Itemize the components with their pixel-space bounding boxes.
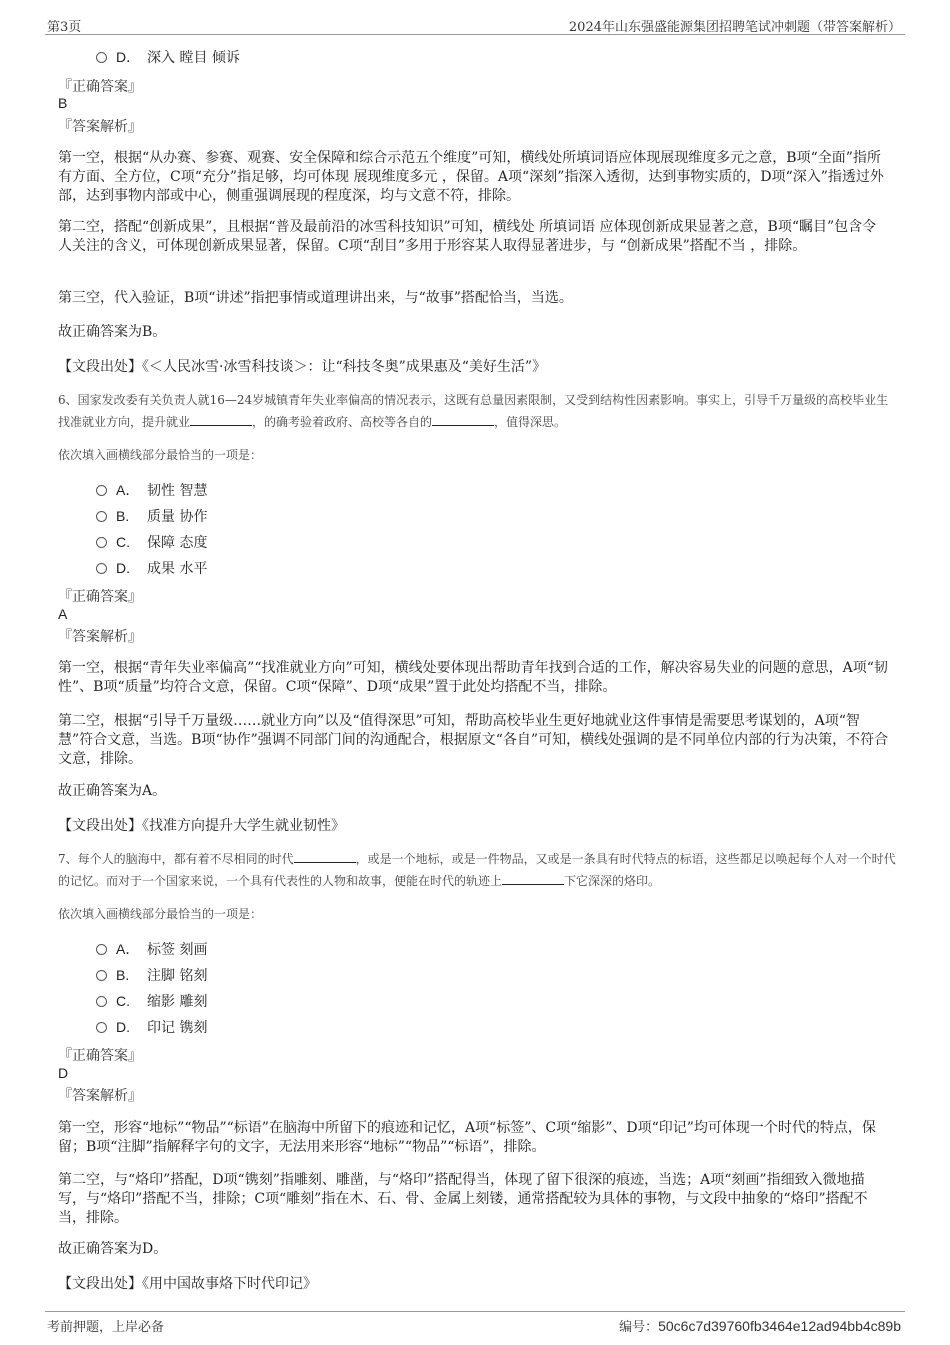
q7-option-a[interactable]: A． 标签 刻画 bbox=[96, 939, 207, 959]
q7-option-b[interactable]: B. 注脚 铭刻 bbox=[96, 965, 207, 985]
q5-conclusion: 故正确答案为B。 bbox=[58, 324, 167, 340]
blank-line bbox=[294, 850, 356, 863]
source-title: 《＜人民冰雪·冰雪科技谈＞：让“科技冬奥”成果惠及“美好生活”》 bbox=[142, 359, 547, 375]
q7-answer: D bbox=[58, 1065, 69, 1081]
q7-instruction: 依次填入画横线部分最恰当的一项是： bbox=[58, 907, 263, 921]
q5-source bbox=[58, 356, 546, 376]
q5-answer: B bbox=[58, 95, 68, 111]
page-header bbox=[45, 14, 905, 35]
q7-analysis-para2: 第二空，与“烙印”搭配，D项“镌刻”指雕刻、雕凿，与“烙印”搭配得当，体现了留下很深的痕迹，当选；A项“刻画”指细致入微地描写，与“烙印”搭配不当，排除；C项“雕刻”指在木、石、骨、金属上刻镂，通常搭配较为具体的事物，与文段中抽象的“烙印”搭配不当，排除。 bbox=[58, 1172, 868, 1226]
q7-analysis-para1: 第一空，形容“地标”“物品”“标语”在脑海中所留下的痕迹和记忆，A项“标签”、C项“缩影”、D项“印记”均可体现一个时代的特点，保留；B项“注脚”指解释字句的文字，无法用来形容“地标”“物品”“标语”，排除。 bbox=[58, 1120, 876, 1155]
radio-icon[interactable] bbox=[96, 1022, 107, 1033]
q6-option-b[interactable]: B. 质量 协作 bbox=[96, 506, 207, 526]
radio-icon[interactable] bbox=[96, 52, 107, 63]
radio-icon[interactable] bbox=[96, 511, 107, 522]
q6-option-a[interactable]: A． 韧性 智慧 bbox=[96, 480, 207, 500]
q6-analysis-para2: 第二空，根据“引导千万量级……就业方向”以及“值得深思”可知，帮助高校毕业生更好地就业这件事情是需要思考谋划的，A项“智慧”符合文意，当选。B项“协作”强调不同部门间的沟通配合，根据原文“各自”可知，横线处强调的是不同单位内部的行为决策，不符合文意，排除。 bbox=[58, 713, 889, 767]
radio-icon[interactable] bbox=[96, 563, 107, 574]
q7-analysis-label: 『答案解析』 bbox=[58, 1088, 142, 1104]
radio-icon[interactable] bbox=[96, 537, 107, 548]
q6-analysis-para1: 第一空，根据“青年失业率偏高”“找准就业方向”可知，横线处要体现出帮助青年找到合适的工作，解决容易失业的问题的意思，A项“韧性”、B项“质量”均符合文意，保留。C项“保障”、D项“成果”置于此处均搭配不当，排除。 bbox=[58, 660, 888, 695]
source-title: 《用中国故事烙下时代印记》 bbox=[142, 1276, 317, 1292]
q6-source bbox=[58, 815, 345, 835]
q5-analysis-para3: 第三空，代入验证，B项“讲述”指把事情或道理讲出来，与“故事”搭配恰当，当选。 bbox=[58, 290, 573, 306]
q6-stem: 6、国家发改委有关负责人就16—24岁城镇青年失业率偏高的情况表示，这既有总量因素限制，又受到结构性因素影响。事实上，引导千万量级的高校毕业生找准就业方向，提升就业 ，的确考验着政府、高校等各自的 ，值得深思。 bbox=[58, 393, 889, 429]
q5-analysis-para1: 第一空，根据“从办赛、参赛、观赛、安全保障和综合示范五个维度”可知，横线处所填词语应体现展现维度多元之意，B项“全面”指所有方面、全方位，C项“充分”指足够，均可体现 展现维度多元 ，保留。A项“深刻”指深入透彻，达到事物实质的，D项“深入”指透过外部，达到事物内部或中心，侧重强调展现的程度深，均与文意不符，排除。 bbox=[58, 150, 884, 204]
document-code: 编号：50c6c7d39760fb3464e12ad94bb4c89b bbox=[619, 1318, 901, 1335]
source-label: 【文段出处】 bbox=[58, 1276, 142, 1292]
page-footer bbox=[45, 1311, 905, 1334]
source-title: 《找准方向提升大学生就业韧性》 bbox=[142, 818, 345, 834]
q7-conclusion: 故正确答案为D。 bbox=[58, 1241, 168, 1257]
source-label: 【文段出处】 bbox=[58, 359, 142, 375]
q6-analysis-label: 『答案解析』 bbox=[58, 629, 142, 645]
blank-line bbox=[190, 413, 252, 426]
q6-answer: A bbox=[58, 606, 68, 622]
radio-icon[interactable] bbox=[96, 970, 107, 981]
q7-option-d[interactable]: D. 印记 镌刻 bbox=[96, 1017, 207, 1037]
radio-icon[interactable] bbox=[96, 996, 107, 1007]
footer-slogan: 考前押题，上岸必备 bbox=[47, 1320, 165, 1335]
q6-correct-label: 『正确答案』 bbox=[58, 589, 142, 605]
q7-source bbox=[58, 1273, 317, 1293]
blank-line bbox=[502, 872, 564, 885]
radio-icon[interactable] bbox=[96, 485, 107, 496]
q6-conclusion: 故正确答案为A。 bbox=[58, 783, 167, 799]
document-title: 2024年山东强盛能源集团招聘笔试冲刺题（带答案解析） bbox=[568, 20, 901, 35]
q6-instruction: 依次填入画横线部分最恰当的一项是： bbox=[58, 448, 263, 462]
source-label: 【文段出处】 bbox=[58, 818, 142, 834]
q5-option-d[interactable]: D． 深入 瞠目 倾诉 bbox=[96, 47, 240, 67]
q7-correct-label: 『正确答案』 bbox=[58, 1048, 142, 1064]
q6-option-d[interactable]: D. 成果 水平 bbox=[96, 558, 207, 578]
q6-option-c[interactable]: C. 保障 态度 bbox=[96, 532, 207, 552]
q7-stem: 7、每个人的脑海中，都有着不尽相同的时代 ，或是一个地标，或是一件物品，又或是一条具有时代特点的标语，这些都足以唤起每个人对一个时代的记忆。而对于一个国家来说，一个具有代表性的人物和故事，便能在时代的轨迹上 下它深深的烙印。 bbox=[58, 852, 896, 888]
radio-icon[interactable] bbox=[96, 944, 107, 955]
q5-analysis-para2: 第二空，搭配“创新成果”，且根据“普及最前沿的冰雪科技知识”可知，横线处 所填词语 应体现创新成果显著之意，B项“瞩目”包含令人关注的含义，可体现创新成果显著，保留。C项“刮目”多用于形容某人取得显著进步，与 “创新成果”搭配不当 ，排除。 bbox=[58, 219, 877, 254]
q5-analysis-label: 『答案解析』 bbox=[58, 119, 142, 135]
blank-line bbox=[432, 413, 494, 426]
q5-correct-label: 『正确答案』 bbox=[58, 79, 142, 95]
page-number: 第3页 bbox=[47, 20, 82, 35]
q7-option-c[interactable]: C. 缩影 雕刻 bbox=[96, 991, 207, 1011]
